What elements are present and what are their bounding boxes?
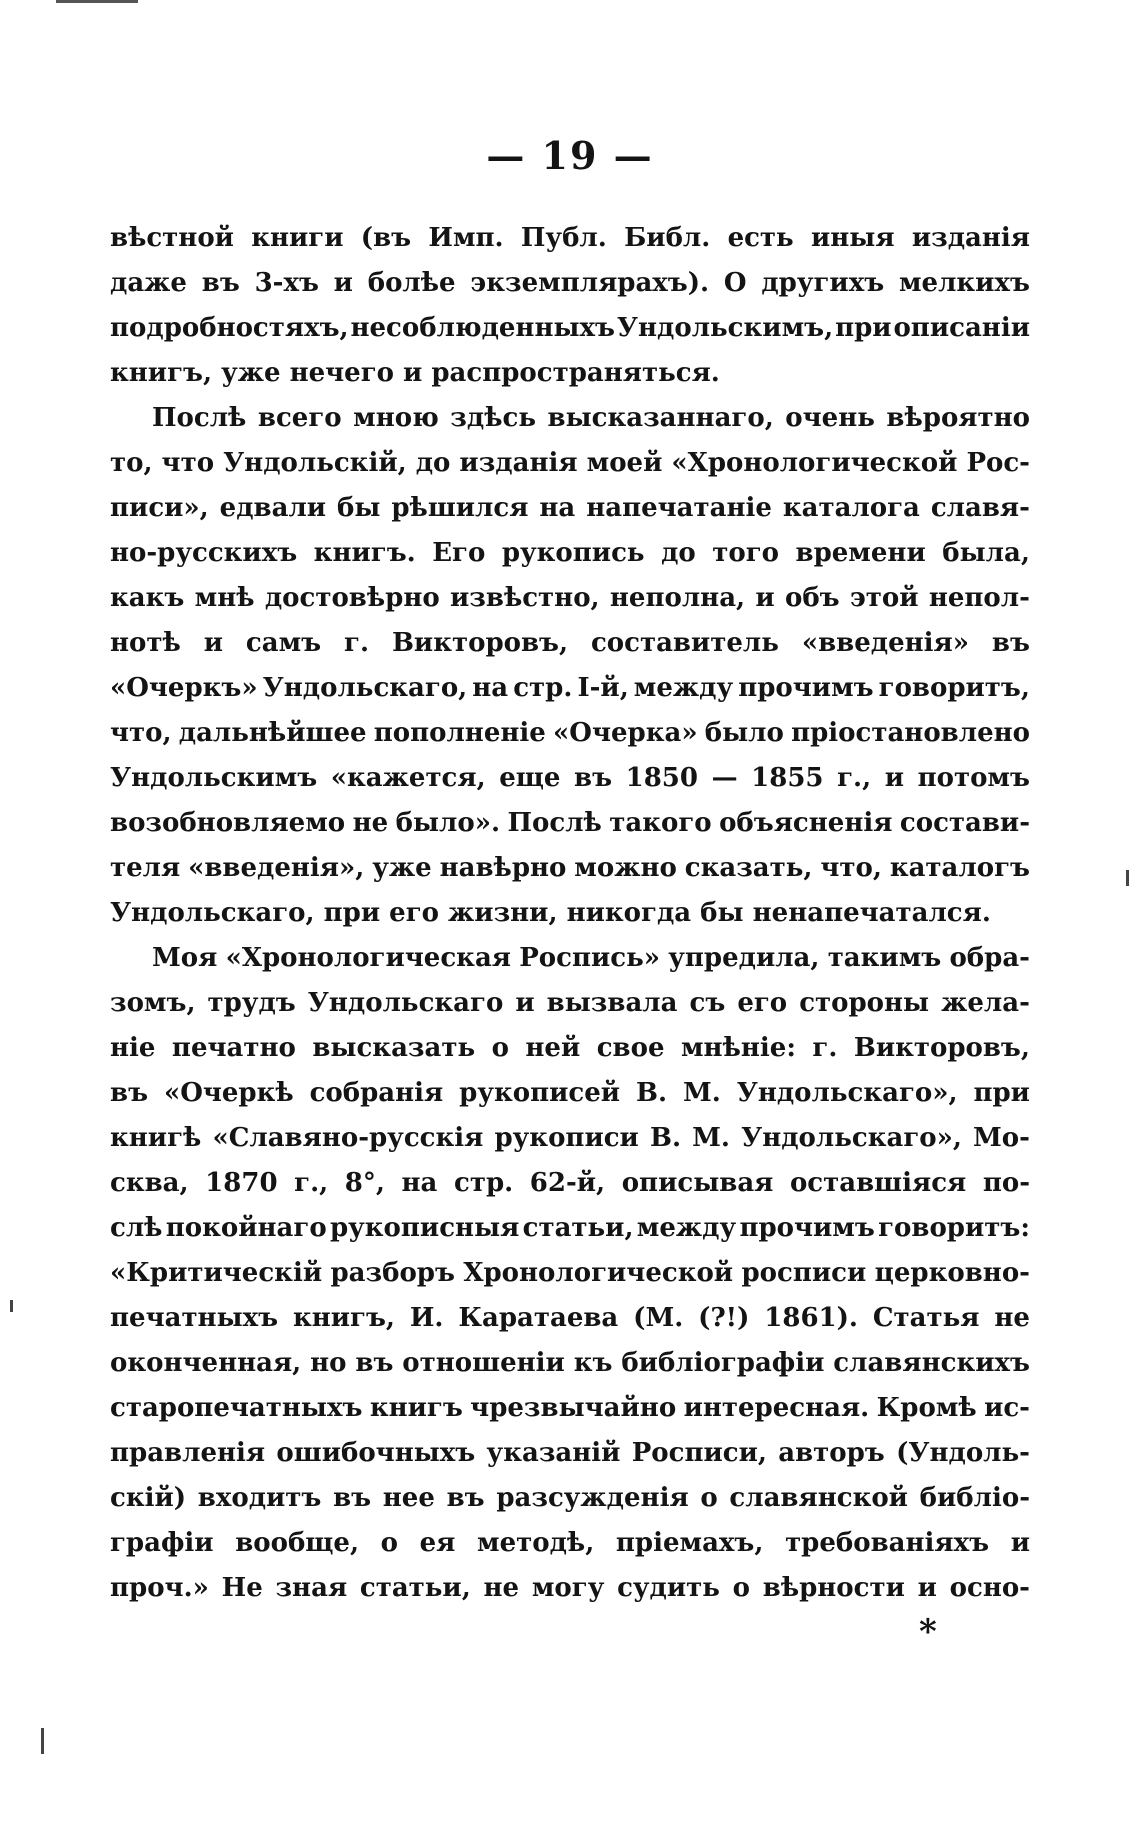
word: входитъ	[197, 1483, 322, 1513]
word: состави-	[899, 808, 1030, 838]
word: М.	[692, 1123, 730, 1153]
text-line	[110, 1431, 1030, 1476]
word: разсужденія	[496, 1483, 689, 1513]
word: 62-й,	[529, 1168, 606, 1198]
word: напечатаніе	[586, 493, 772, 523]
text-line	[110, 891, 1030, 936]
word: пріемахъ,	[615, 1528, 764, 1558]
word: изданія	[911, 223, 1030, 253]
word: времени	[795, 538, 926, 568]
word: «кажется,	[330, 763, 486, 793]
text-line	[110, 846, 1030, 891]
word: Роспись»	[519, 943, 660, 973]
word: правленія	[110, 1438, 266, 1468]
word: росписи	[741, 1258, 867, 1288]
word: методѣ,	[477, 1528, 595, 1558]
word: книгъ.	[313, 538, 416, 568]
word: рукописей	[459, 1078, 621, 1108]
word: слѣ	[110, 1213, 163, 1243]
word: въ	[333, 1483, 372, 1513]
word: пріостановлено	[791, 718, 1030, 748]
word: библіо-	[919, 1483, 1030, 1513]
word: указаній	[486, 1438, 621, 1468]
word: въ	[110, 1078, 149, 1108]
word: Викторовъ,	[853, 1033, 1030, 1063]
word: М.	[682, 1078, 721, 1108]
text-line	[110, 1341, 1030, 1386]
word: I-й,	[577, 673, 629, 703]
word: экземплярахъ).	[470, 268, 710, 298]
text-line	[110, 261, 1030, 306]
word: рѣшился	[391, 493, 529, 523]
word: «Критическій	[110, 1258, 323, 1288]
word: составитель	[590, 628, 779, 658]
word: и	[333, 268, 353, 298]
text-line	[110, 936, 1030, 981]
word: славянской	[729, 1483, 908, 1513]
word: уже	[372, 853, 432, 883]
word: при	[973, 1078, 1030, 1108]
word: графіи	[110, 1528, 214, 1558]
text-line	[110, 1026, 1030, 1071]
word: статьи,	[359, 1573, 471, 1603]
word: на	[539, 493, 576, 523]
word: изданія	[459, 448, 578, 478]
word: о	[380, 1528, 398, 1558]
word: Ундольскимъ,	[616, 313, 834, 343]
word: вѣроятно	[886, 403, 1030, 433]
text-line	[110, 441, 1030, 486]
word: ошибочныхъ	[276, 1438, 476, 1468]
word: съ	[689, 988, 726, 1018]
word: статьи,	[522, 1213, 634, 1243]
word: оставшіяся	[789, 1168, 967, 1198]
word: церковно-	[874, 1258, 1030, 1288]
word: ис-	[984, 1393, 1030, 1423]
word: и	[755, 583, 775, 613]
word: есть	[727, 223, 794, 253]
word: нотѣ	[110, 628, 181, 658]
word: прочимъ	[738, 673, 874, 703]
word: вѣстной	[110, 223, 234, 253]
word: проч.»	[110, 1573, 209, 1603]
word: мною	[353, 403, 439, 433]
word: 1850	[625, 763, 698, 793]
text-line	[110, 1476, 1030, 1521]
word: свое	[596, 1033, 665, 1063]
word: 1861).	[764, 1303, 858, 1333]
text-line	[110, 1521, 1030, 1566]
word: ея	[419, 1528, 456, 1558]
word: о	[700, 1483, 718, 1513]
word: оконченная,	[110, 1348, 302, 1378]
word: такимъ	[827, 943, 942, 973]
word: при	[835, 313, 892, 343]
word: было	[704, 718, 784, 748]
word: что	[161, 448, 215, 478]
word: (М.	[633, 1303, 684, 1333]
word: въ	[574, 763, 613, 793]
word: могу	[531, 1573, 605, 1603]
word: Рос-	[966, 448, 1030, 478]
word: извѣстно,	[450, 583, 600, 613]
text-line	[110, 1116, 1030, 1161]
word: еще	[499, 763, 561, 793]
text-line	[110, 801, 1030, 846]
word: «Очеркъ»	[110, 673, 258, 703]
word: описаніи	[893, 313, 1030, 343]
word: Ундольскаго,	[262, 673, 468, 703]
word: зная	[275, 1573, 348, 1603]
word: Ундольскимъ	[110, 763, 318, 793]
word: о	[491, 1033, 509, 1063]
word: о	[732, 1573, 751, 1603]
word: Статья	[872, 1303, 980, 1333]
word: Кромѣ	[876, 1393, 977, 1423]
word: то,	[110, 448, 153, 478]
word: вызвала	[546, 988, 678, 1018]
word: въ	[991, 628, 1030, 658]
word: мелкихъ	[898, 268, 1030, 298]
text-line	[110, 531, 1030, 576]
text-line	[110, 621, 1030, 666]
word: —	[711, 763, 738, 793]
word: иныя	[810, 223, 895, 253]
word: книгъ,	[292, 1303, 395, 1333]
word: Росписи,	[631, 1438, 767, 1468]
word: старопечатныхъ	[110, 1393, 363, 1423]
word: интересная.	[683, 1393, 870, 1423]
word: неполна,	[609, 583, 746, 613]
word: скій)	[110, 1483, 187, 1513]
text-line	[110, 711, 1030, 756]
text-line	[110, 351, 1030, 396]
word: Ундольскій,	[223, 448, 407, 478]
text-line	[110, 486, 1030, 531]
word: 1855	[751, 763, 824, 793]
word: была,	[942, 538, 1030, 568]
word: пополненіе	[373, 718, 546, 748]
margin-tick	[41, 1728, 44, 1754]
word: непол-	[928, 583, 1030, 613]
word: говоритъ:	[878, 1213, 1030, 1243]
word: но-русскихъ	[110, 538, 298, 568]
word: что,	[110, 718, 172, 748]
word: не	[994, 1303, 1030, 1333]
word: объясненія	[719, 808, 893, 838]
word: очень	[785, 403, 875, 433]
line-text: книгъ, уже нечего и распространяться.	[110, 358, 720, 388]
word: было».	[395, 808, 501, 838]
word: сква,	[110, 1168, 189, 1198]
word: отношеніи	[402, 1348, 565, 1378]
word: и	[917, 1573, 937, 1603]
word: на	[472, 673, 509, 703]
word: печатныхъ	[110, 1303, 279, 1333]
word: не	[352, 808, 389, 838]
word: сказать,	[684, 853, 813, 883]
word: стороны	[799, 988, 930, 1018]
word: В.	[636, 1078, 668, 1108]
word: каталога	[782, 493, 920, 523]
word: Имп.	[428, 223, 504, 253]
word: болѣе	[367, 268, 456, 298]
word: «Хронологической	[671, 448, 958, 478]
word: чрезвычайно	[470, 1393, 677, 1423]
word: Моя	[152, 943, 218, 973]
word: трудъ	[207, 988, 296, 1018]
word: «Славяно-русскія	[212, 1123, 484, 1153]
word: зомъ,	[110, 988, 196, 1018]
word: разборъ	[330, 1258, 455, 1288]
word: Мо-	[973, 1123, 1030, 1153]
word: къ	[573, 1348, 613, 1378]
word: даже	[110, 268, 187, 298]
word: въ	[446, 1483, 485, 1513]
word: по-	[982, 1168, 1030, 1198]
word: дальнѣйшее	[178, 718, 367, 748]
footnote-asterisk: *	[919, 1612, 937, 1652]
word: печатно	[171, 1033, 296, 1063]
word: рукописи	[494, 1123, 639, 1153]
word: ней	[525, 1033, 581, 1063]
word: что,	[820, 853, 882, 883]
word: авторъ	[778, 1438, 885, 1468]
text-line	[110, 396, 1030, 441]
word: говоритъ,	[878, 673, 1030, 703]
word: до	[661, 538, 696, 568]
word: стр.	[454, 1168, 514, 1198]
word: «введенія»	[801, 628, 969, 658]
margin-tick	[1126, 870, 1129, 886]
word: самъ	[245, 628, 322, 658]
word: рукопись	[501, 538, 645, 568]
word: едвали	[219, 493, 327, 523]
word: рукописныя	[329, 1213, 520, 1243]
margin-tick	[10, 1300, 13, 1312]
word: (въ	[360, 223, 412, 253]
word: между	[633, 673, 734, 703]
word: книги	[251, 223, 344, 253]
word: не	[483, 1573, 520, 1603]
word: осно-	[949, 1573, 1030, 1603]
word: Ундольскаго»,	[736, 1078, 958, 1108]
word: В.	[649, 1123, 681, 1153]
word: Послѣ	[507, 808, 602, 838]
page-number: — 19 —	[486, 133, 654, 178]
word: вѣрности	[762, 1573, 905, 1603]
word: достовѣрно	[264, 583, 440, 613]
word: и	[1010, 1528, 1030, 1558]
word: возобновляемо	[110, 808, 346, 838]
word: Послѣ	[152, 403, 247, 433]
word: И.	[409, 1303, 444, 1333]
text-line	[110, 1386, 1030, 1431]
text-line	[110, 1566, 1030, 1611]
word: того	[712, 538, 779, 568]
word: упредила,	[668, 943, 820, 973]
word: навѣрно	[439, 853, 567, 883]
word: каталогъ	[889, 853, 1030, 883]
word: такого	[609, 808, 712, 838]
word: можно	[574, 853, 677, 883]
word: этой	[849, 583, 919, 613]
word: «введенія»,	[188, 853, 365, 883]
word: вообще,	[235, 1528, 360, 1558]
word: Библ.	[624, 223, 711, 253]
word: Ундольскаго»,	[741, 1123, 962, 1153]
text-line	[110, 1296, 1030, 1341]
word: теля	[110, 853, 181, 883]
word: моей	[586, 448, 663, 478]
word: Его	[432, 538, 486, 568]
word: «Хронологическая	[225, 943, 512, 973]
word: книгѣ	[110, 1123, 202, 1153]
word: г.	[812, 1033, 838, 1063]
word: Каратаева	[458, 1303, 619, 1333]
word: мнѣ	[194, 583, 255, 613]
word: потомъ	[917, 763, 1030, 793]
word: писи»,	[110, 493, 209, 523]
text-line	[110, 216, 1030, 261]
word: другихъ	[761, 268, 885, 298]
word: между	[636, 1213, 737, 1243]
word: собранія	[309, 1078, 444, 1108]
word: библіографіи	[621, 1348, 825, 1378]
word: (?!)	[698, 1303, 750, 1333]
word: г.	[344, 628, 370, 658]
word: его	[737, 988, 788, 1018]
text-line	[110, 666, 1030, 711]
word: славя-	[930, 493, 1030, 523]
word: описывая	[621, 1168, 774, 1198]
text-line	[110, 1206, 1030, 1251]
word: всего	[257, 403, 342, 433]
word: г.,	[837, 763, 872, 793]
word: несоблюденныхъ	[350, 313, 616, 343]
word: бы	[337, 493, 381, 523]
word: ніе	[110, 1033, 156, 1063]
top-rule	[56, 0, 138, 3]
word: книгъ	[369, 1393, 463, 1423]
word: 3-хъ	[254, 268, 319, 298]
word: но	[310, 1348, 347, 1378]
word: Ундольскаго	[307, 988, 504, 1018]
word: судить	[617, 1573, 720, 1603]
word: Публ.	[520, 223, 607, 253]
word: О	[723, 268, 747, 298]
word: «Очерка»	[553, 718, 698, 748]
word: высказать	[312, 1033, 476, 1063]
line-text: Ундольскаго, при его жизни, никогда бы ненапечатался.	[110, 898, 991, 928]
word: и	[515, 988, 535, 1018]
text-line	[110, 981, 1030, 1026]
word: Не	[221, 1573, 263, 1603]
word: Викторовъ,	[391, 628, 569, 658]
text-line	[110, 306, 1030, 351]
word: подробностяхъ,	[110, 313, 349, 343]
text-line	[110, 756, 1030, 801]
text-line	[110, 1161, 1030, 1206]
word: 1870	[205, 1168, 278, 1198]
word: Хронологической	[463, 1258, 734, 1288]
word: объ	[785, 583, 840, 613]
text-line	[110, 1251, 1030, 1296]
word: здѣсь	[450, 403, 536, 433]
word: прочимъ	[739, 1213, 875, 1243]
word: г.,	[294, 1168, 329, 1198]
text-line	[110, 1071, 1030, 1116]
word: покойнаго	[165, 1213, 327, 1243]
word: (Ундоль-	[896, 1438, 1030, 1468]
word: въ	[201, 268, 240, 298]
word: нее	[382, 1483, 435, 1513]
word: и	[203, 628, 223, 658]
word: славянскихъ	[833, 1348, 1030, 1378]
body-text	[110, 216, 1030, 1611]
word: мнѣніе:	[680, 1033, 796, 1063]
word: какъ	[110, 583, 185, 613]
word: требованіяхъ	[785, 1528, 990, 1558]
word: «Очеркѣ	[163, 1078, 294, 1108]
word: высказаннаго,	[547, 403, 774, 433]
word: 8°,	[344, 1168, 385, 1198]
word: и	[884, 763, 905, 793]
word: на	[401, 1168, 438, 1198]
word: до	[415, 448, 451, 478]
word: въ	[355, 1348, 394, 1378]
word: обра-	[949, 943, 1030, 973]
word: жела-	[941, 988, 1030, 1018]
text-line	[110, 576, 1030, 621]
word: стр.	[513, 673, 573, 703]
